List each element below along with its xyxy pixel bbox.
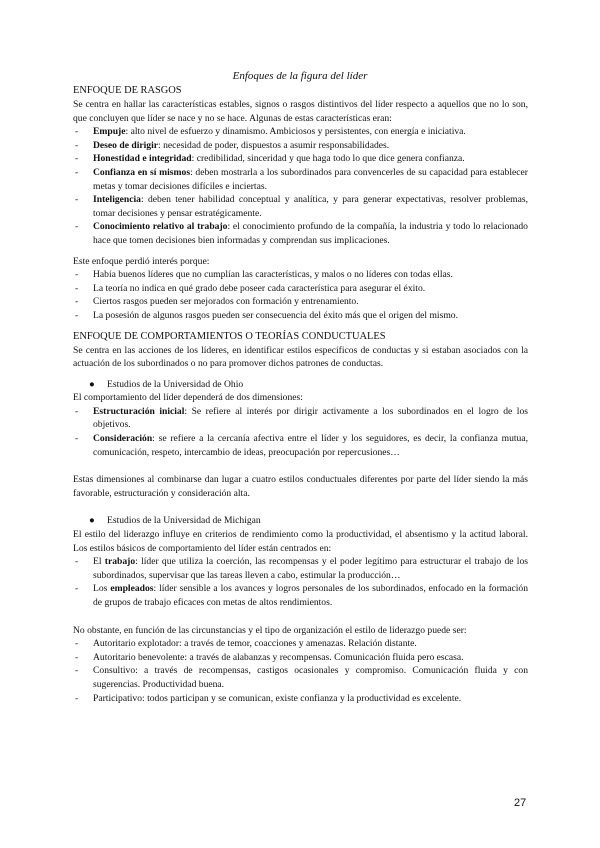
list-item: - La teoría no indica en qué grado debe poseer cada característica para asegurar el éxito. [73,282,528,296]
trait-list [73,125,528,247]
ohio-title: Estudios de la Universidad de Ohio [107,378,244,390]
ohio-intro: El comportamiento del líder dependerá de dos dimensiones: [73,392,303,404]
term: Inteligencia [93,194,141,206]
list-item [73,220,528,247]
section-heading-rasgos: ENFOQUE DE RASGOS [73,85,182,96]
term: Empuje [93,126,126,138]
definition: : se refiere a la cercanía afectiva entre el líder y los seguidores, es decir, la confianza mutua, comunicación, respeto, intercambio de ideas, preocupación por repercusiones… [93,433,528,458]
list-item [73,582,528,609]
section-heading-comportamientos: ENFOQUE DE COMPORTAMIENTOS O TEORÍAS CONDUCTUALES [73,330,386,342]
term: Deseo de dirigir [93,139,159,151]
term: Honestidad e integridad [93,153,192,165]
ohio-outro: Estas dimensiones al combinarse dan lugar a cuatro estilos conductuales diferentes por parte del líder siendo la más favorable, estructuración y consideración alta. [73,474,528,499]
michigan-title: Estudios de la Universidad de Michigan [107,515,261,527]
list-item: - Había buenos líderes que no cumplían las características, y malos o no líderes con todas ellas. [73,268,528,282]
lost-interest-intro: Este enfoque perdió interés porque: [73,255,210,267]
ohio-list [73,405,528,459]
list-item: - Autoritario benevolente: a través de alabanzas y recompensas. Comunicación fluida pero escasa. [73,651,528,665]
bullet-icon: ● [89,515,95,527]
term: Conocimiento relativo al trabajo [93,221,228,233]
list-item [73,152,528,166]
list-item [73,125,528,139]
lost-interest-list [73,268,528,322]
term: Consideración [93,433,153,445]
michigan-intro: El estilo del liderazgo influye en criterios de rendimiento como la productividad, el absentismo y la actitud laboral. Los estilos básicos de comportamiento del líder están centrados en: [73,529,528,554]
ohio-heading [73,378,528,392]
section-intro-comportamientos: Se centra en las acciones de los líderes, en identificar estilos específicos de conductas y si estaban asociados con la actuación de los subordinados o no para promover dichos patrones de conductas. [73,344,528,370]
list-item [73,555,528,582]
page-content [73,84,528,705]
list-item [73,139,528,153]
prefix: El [93,556,105,568]
term: trabajo [104,556,136,568]
page-number: 27 [514,797,527,809]
list-item [73,432,528,459]
definition: : alto nivel de esfuerzo y dinamismo. Ambiciosos y persistentes, con energía e iniciativa. [125,126,466,138]
list-item [73,166,528,193]
term: empleados [110,583,154,595]
definition: : líder que utiliza la coerción, las recompensas y el poder legítimo para estructurar el trabajo de los subordinados, supervisar que las tareas lleven a cabo, estimular la producción… [93,556,528,581]
list-item: - Consultivo: a través de recompensas, castigos ocasionales y compromiso. Comunicación fluida y con sugerencias. Productividad buena. [73,664,528,691]
list-item: - Participativo: todos participan y se comunican, existe confianza y la productividad es excelente. [73,692,528,706]
michigan-heading [73,514,528,528]
section-intro-rasgos: Se centra en hallar las características estables, signos o rasgos distintivos del líder respecto a aquellos que no lo son, que concluyen que líder se nace y no se hace. Algunas de estas características eran: [73,99,528,124]
term: Confianza en sí mismos [93,166,191,178]
list-item [73,405,528,432]
prefix: Los [93,583,111,595]
definition: : deben mostrarla a los subordinados para convencerles de su capacidad para establecer metas y tomar decisiones difíciles e inciertas. [93,166,528,192]
definition: : necesidad de poder, dispuestos a asumir responsabilidades. [158,139,390,151]
definition: : credibilidad, sinceridad y que haga todo lo que dice genera confianza. [191,153,465,165]
page-title: Enfoques de la figura del líder [232,70,368,82]
bullet-icon: ● [89,378,95,390]
closing-intro: No obstante, en función de las circunstancias y el tipo de organización el estilo de liderazgo puede ser: [73,624,467,636]
list-item: - Ciertos rasgos pueden ser mejorados con formación y entrenamiento. [73,295,528,309]
list-item [73,193,528,220]
term: Estructuración inicial [93,405,185,417]
leadership-styles-list [73,637,528,705]
list-item: - Autoritario explotador: a través de temor, coacciones y amenazas. Relación distante. [73,637,528,651]
definition: : deben tener habilidad conceptual y analítica, y para generar expectativas, resolver problemas, tomar decisiones y pensar estratégicamente. [93,194,528,219]
definition: : el conocimiento profundo de la compañía, la industria y todo lo relacionado hace que tomen decisiones bien informadas y comprendan sus implicaciones. [93,221,528,246]
definition: : Se refiere al interés por dirigir activamente a los subordinados en el logro de los objetivos. [93,405,528,431]
michigan-list [73,555,528,609]
list-item: - La posesión de algunos rasgos pueden ser consecuencia del éxito más que el origen del mismo. [73,309,528,323]
definition: : líder sensible a los avances y logros personales de los subordinados, enfocado en la formación de grupos de trabajo eficaces con metas de altos rendimientos. [93,583,529,608]
